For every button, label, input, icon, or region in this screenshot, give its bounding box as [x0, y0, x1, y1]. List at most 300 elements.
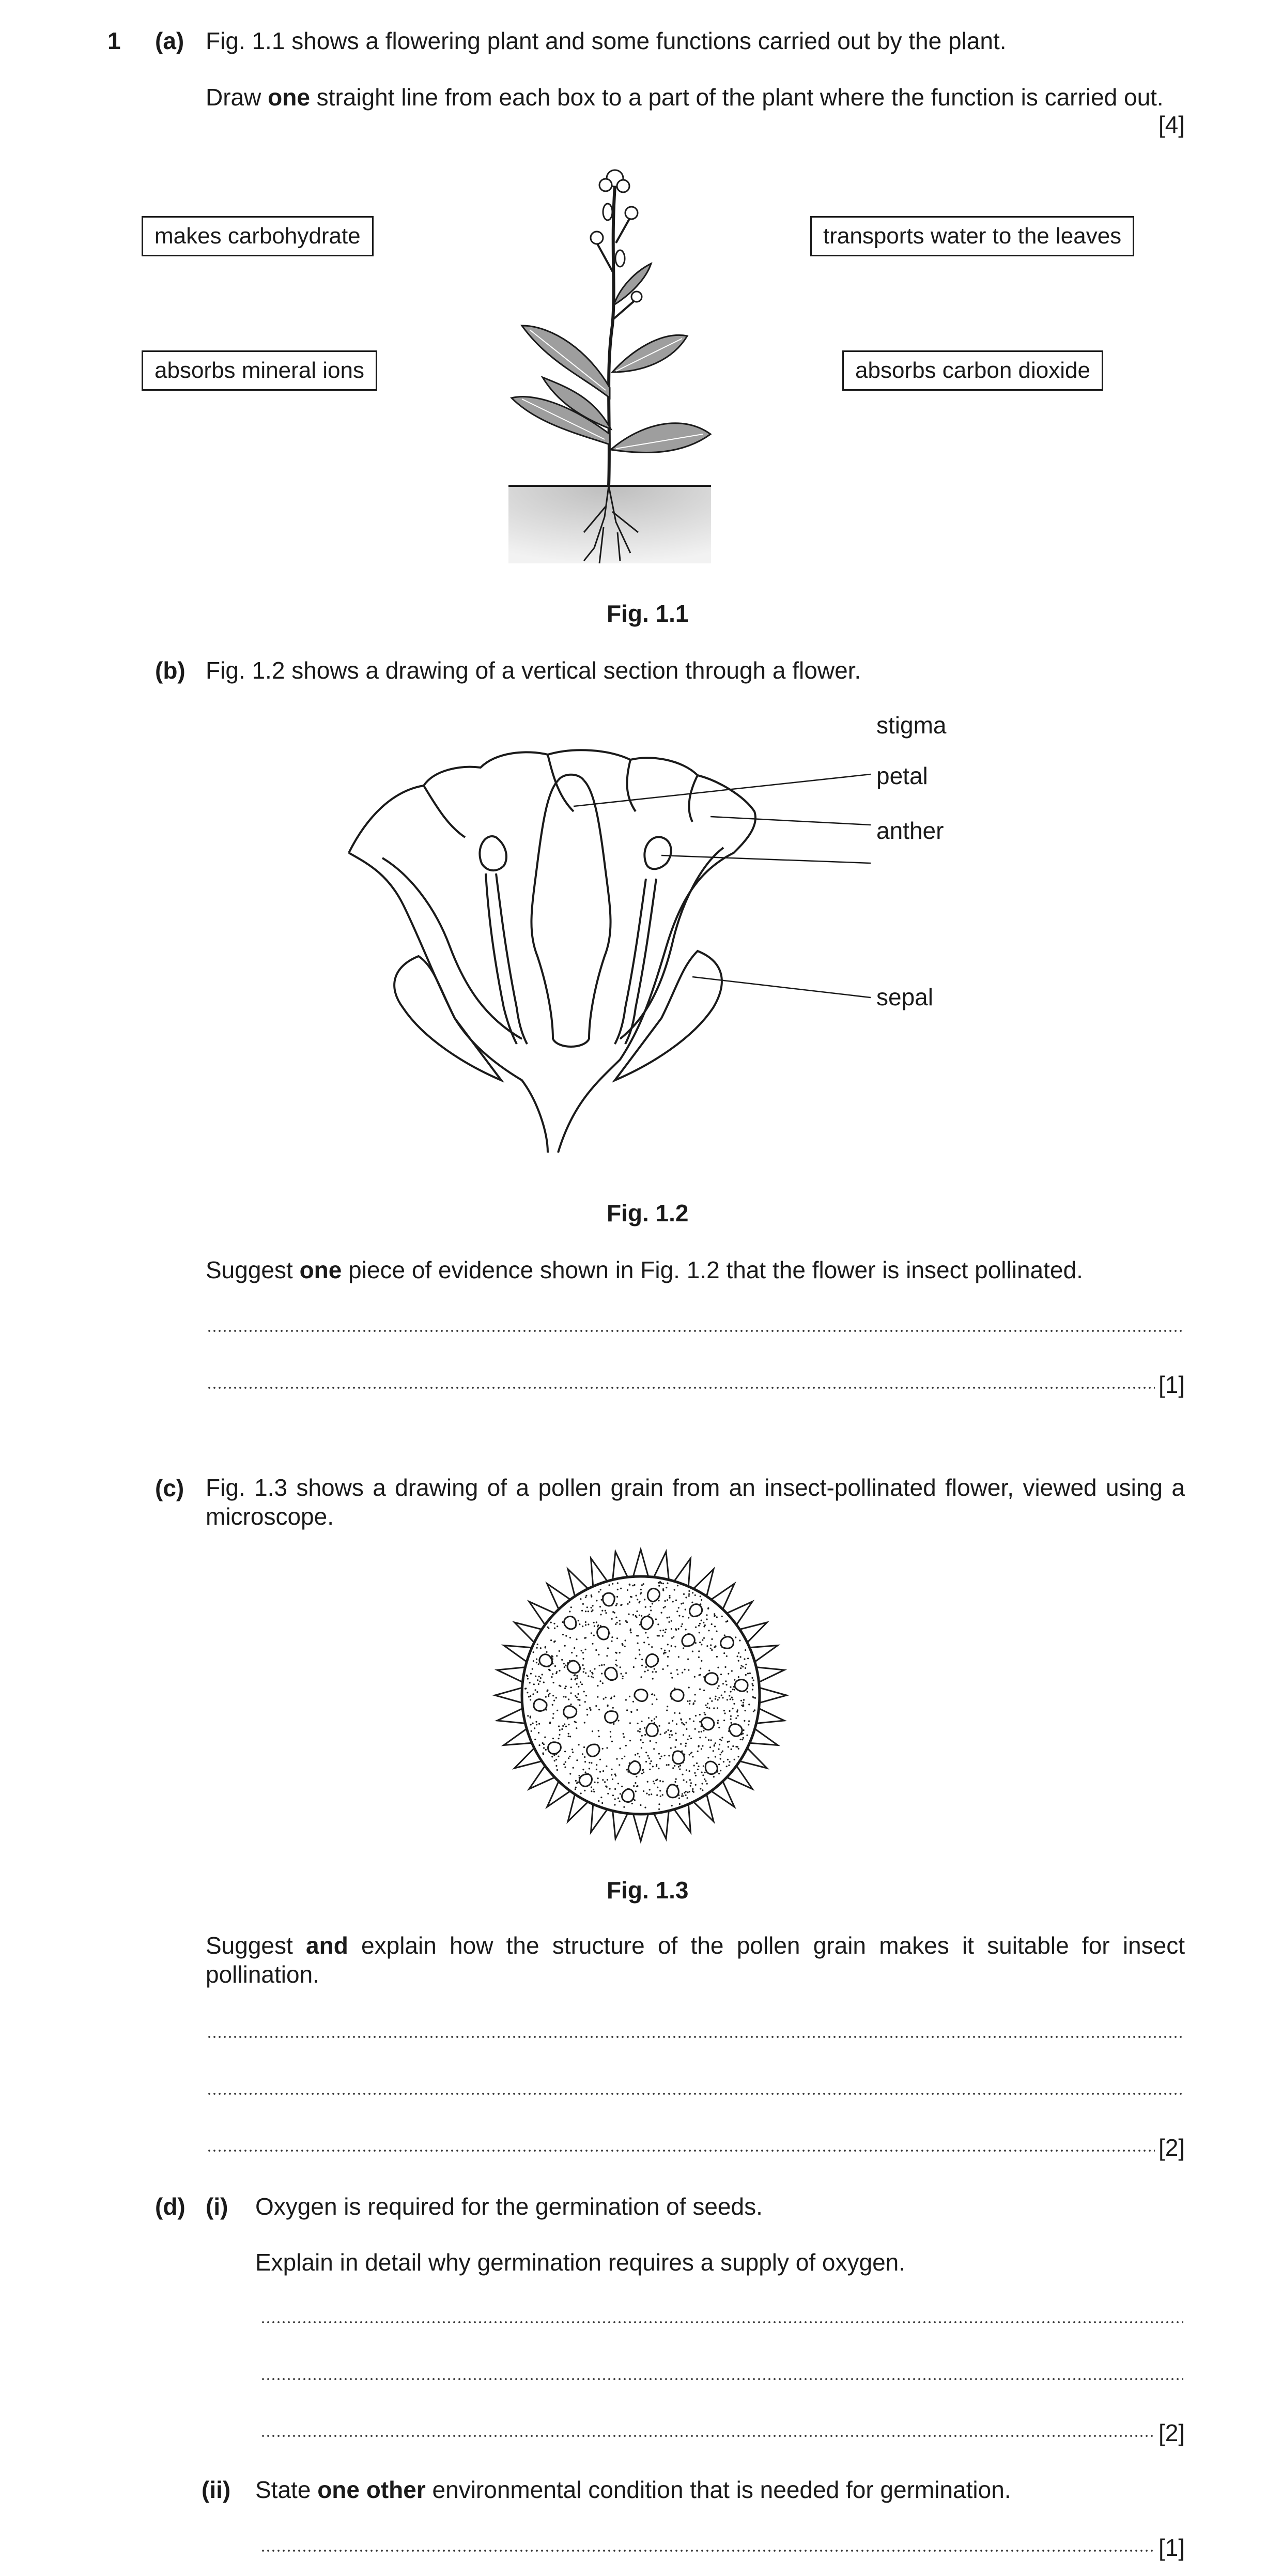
pollen-stipple — [695, 1775, 697, 1776]
pollen-stipple — [642, 1769, 644, 1771]
pollen-stipple — [601, 1610, 603, 1612]
pollen-stipple — [734, 1759, 735, 1760]
pollen-stipple — [585, 1771, 586, 1773]
pollen-stipple — [743, 1699, 745, 1700]
part-a-instruction: Draw one straight line from each box to a part of the plant where the function is carried out. — [206, 84, 1164, 111]
pollen-stipple — [728, 1741, 730, 1742]
function-box-makes-carbohydrate: makes carbohydrate — [142, 216, 374, 256]
pollen-stipple — [701, 1772, 703, 1773]
answer-line[interactable] — [260, 2376, 1183, 2382]
pollen-stipple — [713, 1707, 715, 1709]
function-box-absorbs-mineral-ions: absorbs mineral ions — [142, 350, 377, 391]
pollen-stipple — [568, 1733, 569, 1735]
pollen-stipple — [670, 1747, 672, 1749]
pollen-stipple — [651, 1760, 652, 1762]
pollen-stipple — [704, 1772, 706, 1773]
pollen-stipple — [555, 1759, 557, 1760]
pollen-stipple — [679, 1803, 681, 1805]
pollen-stipple — [686, 1769, 687, 1771]
pollen-stipple — [612, 1778, 613, 1780]
pollen-stipple — [570, 1686, 572, 1688]
pollen-stipple — [665, 1632, 666, 1633]
pollen-stipple — [533, 1651, 534, 1653]
pollen-stipple — [648, 1757, 650, 1759]
pollen-stipple — [545, 1646, 546, 1648]
pollen-stipple — [611, 1640, 612, 1642]
pollen-stipple — [692, 1788, 693, 1790]
pollen-stipple — [741, 1705, 743, 1706]
pollen-stipple — [751, 1683, 753, 1684]
pollen-stipple — [726, 1655, 728, 1657]
pollen-stipple — [743, 1737, 744, 1739]
pollen-stipple — [704, 1778, 705, 1780]
pollen-stipple — [706, 1618, 707, 1620]
pollen-stipple — [690, 1738, 692, 1739]
pollen-stipple — [659, 1790, 661, 1791]
pollen-stipple — [721, 1695, 722, 1696]
answer-line[interactable] — [207, 1328, 1183, 1333]
pollen-spike — [757, 1687, 786, 1704]
pollen-stipple — [557, 1710, 558, 1711]
pollen-stipple — [685, 1743, 687, 1744]
pollen-stipple — [732, 1699, 733, 1700]
part-c-prompt: Suggest and explain how the structure of the pollen grain makes it suitable for insect pollination. — [206, 1932, 1185, 1988]
pollen-stipple — [579, 1699, 580, 1701]
pollen-stipple — [695, 1715, 697, 1716]
pollen-stipple — [723, 1720, 725, 1721]
pollen-stipple — [619, 1623, 621, 1625]
pollen-stipple — [694, 1676, 696, 1678]
pollen-stipple — [585, 1595, 587, 1597]
pollen-stipple — [620, 1666, 621, 1668]
pollen-stipple — [650, 1609, 652, 1611]
pollen-stipple — [612, 1707, 614, 1709]
pollen-stipple — [527, 1692, 528, 1693]
pollen-stipple — [619, 1652, 621, 1653]
pollen-stipple — [700, 1788, 701, 1789]
pollen-stipple — [615, 1775, 616, 1776]
pollen-grain-illustration — [491, 1545, 791, 1845]
pollen-stipple — [692, 1756, 693, 1757]
pollen-stipple — [694, 1694, 696, 1695]
pollen-stipple — [599, 1606, 601, 1607]
pollen-stipple — [537, 1644, 538, 1645]
pollen-stipple — [595, 1649, 597, 1651]
pollen-stipple — [620, 1604, 622, 1606]
pollen-stipple — [663, 1607, 665, 1608]
pollen-stipple — [582, 1769, 584, 1770]
pollen-stipple — [533, 1660, 534, 1662]
pollen-stipple — [652, 1671, 654, 1673]
pollen-stipple — [689, 1779, 691, 1781]
pollen-stipple — [635, 1754, 636, 1756]
pollen-stipple — [606, 1747, 608, 1749]
pollen-stipple — [528, 1696, 530, 1697]
pollen-stipple — [726, 1766, 728, 1767]
pollen-stipple — [556, 1655, 558, 1657]
pollen-stipple — [695, 1784, 697, 1786]
pollen-stipple — [683, 1647, 684, 1649]
pollen-stipple — [609, 1584, 610, 1586]
pollen-stipple — [600, 1614, 601, 1615]
pollen-stipple — [667, 1706, 668, 1707]
pollen-stipple — [647, 1755, 649, 1756]
pollen-stipple — [621, 1673, 622, 1675]
pollen-stipple — [666, 1710, 668, 1711]
pollen-stipple — [582, 1753, 583, 1755]
pollen-stipple — [640, 1804, 641, 1806]
pollen-stipple — [703, 1637, 705, 1639]
pollen-stipple — [596, 1769, 597, 1770]
pollen-stipple — [747, 1691, 748, 1693]
pollen-stipple — [689, 1703, 690, 1705]
pollen-stipple — [682, 1672, 683, 1674]
pollen-stipple — [543, 1743, 545, 1745]
pollen-stipple — [701, 1731, 702, 1732]
pollen-stipple — [551, 1756, 553, 1757]
pollen-stipple — [565, 1685, 567, 1687]
pollen-stipple — [551, 1676, 552, 1678]
pollen-stipple — [739, 1639, 740, 1641]
pollen-stipple — [622, 1676, 624, 1677]
pollen-stipple — [542, 1674, 543, 1675]
pollen-stipple — [596, 1764, 597, 1766]
pollen-stipple — [694, 1728, 696, 1730]
pollen-stipple — [660, 1756, 662, 1757]
pollen-stipple — [623, 1733, 624, 1735]
pollen-stipple — [577, 1693, 579, 1695]
pollen-stipple — [538, 1732, 539, 1734]
pollen-stipple — [576, 1696, 578, 1698]
pollen-stipple — [753, 1711, 754, 1712]
pollen-stipple — [607, 1705, 609, 1706]
pollen-stipple — [602, 1748, 604, 1750]
pollen-stipple — [569, 1736, 571, 1737]
pollen-stipple — [546, 1651, 547, 1653]
part-d-ii-label: (ii) — [202, 2476, 231, 2503]
pollen-stipple — [547, 1627, 549, 1628]
answer-line[interactable] — [207, 1385, 1155, 1390]
pollen-stipple — [576, 1727, 577, 1729]
pollen-stipple — [584, 1790, 585, 1791]
pollen-stipple — [690, 1785, 691, 1787]
pollen-stipple — [626, 1709, 628, 1711]
pollen-stipple — [716, 1616, 718, 1618]
pollen-stipple — [569, 1773, 571, 1774]
pollen-stipple — [576, 1655, 577, 1657]
pollen-stipple — [630, 1632, 632, 1633]
pollen-stipple — [678, 1615, 680, 1617]
answer-line[interactable] — [207, 2034, 1183, 2040]
pollen-stipple — [535, 1676, 536, 1677]
pollen-stipple — [672, 1601, 674, 1602]
part-a-intro: Fig. 1.1 shows a flowering plant and some functions carried out by the plant. — [206, 27, 1007, 54]
pollen-stipple — [526, 1675, 528, 1676]
pollen-stipple — [727, 1699, 728, 1700]
pollen-stipple — [695, 1642, 697, 1644]
pollen-stipple — [585, 1611, 586, 1612]
pollen-stipple — [570, 1704, 572, 1705]
pollen-stipple — [540, 1647, 542, 1649]
pollen-stipple — [577, 1699, 579, 1700]
pollen-stipple — [682, 1774, 683, 1775]
pollen-stipple — [685, 1795, 687, 1796]
pollen-stipple — [582, 1626, 583, 1627]
pollen-stipple — [698, 1746, 699, 1747]
pollen-stipple — [572, 1752, 574, 1753]
pollen-stipple — [717, 1667, 719, 1668]
pollen-stipple — [746, 1735, 748, 1736]
pollen-stipple — [530, 1724, 532, 1725]
pollen-stipple — [601, 1673, 603, 1674]
pollen-stipple — [671, 1805, 673, 1806]
pollen-stipple — [682, 1623, 683, 1625]
answer-line[interactable] — [260, 2320, 1183, 2325]
pollen-stipple — [594, 1782, 595, 1783]
pollen-stipple — [532, 1668, 533, 1670]
answer-line[interactable] — [207, 2091, 1183, 2096]
pollen-stipple — [581, 1650, 582, 1651]
pollen-stipple — [584, 1756, 585, 1758]
pollen-stipple — [571, 1652, 573, 1653]
pollen-stipple — [705, 1705, 706, 1706]
pollen-stipple — [656, 1698, 657, 1700]
pollen-stipple — [705, 1780, 706, 1782]
pollen-stipple — [656, 1764, 657, 1766]
pollen-stipple — [662, 1583, 664, 1584]
pollen-stipple — [576, 1675, 578, 1677]
pollen-stipple — [648, 1644, 650, 1645]
pollen-stipple — [711, 1638, 713, 1640]
pollen-stipple — [699, 1632, 700, 1633]
pollen-stipple — [580, 1598, 581, 1600]
pollen-stipple — [625, 1699, 627, 1700]
pollen-stipple — [555, 1765, 557, 1767]
pollen-stipple — [599, 1771, 601, 1773]
pollen-stipple — [629, 1601, 630, 1603]
part-d-label: (d) — [155, 2193, 186, 2220]
pollen-stipple — [711, 1700, 713, 1702]
pollen-stipple — [662, 1781, 663, 1782]
pollen-stipple — [738, 1660, 739, 1662]
pollen-stipple — [665, 1600, 666, 1602]
pollen-stipple — [603, 1698, 605, 1700]
pollen-stipple — [723, 1710, 725, 1711]
pollen-stipple — [568, 1782, 569, 1784]
pollen-stipple — [689, 1791, 690, 1792]
part-c-intro: Fig. 1.3 shows a drawing of a pollen grain from an insect-pollinated flower, viewed using a microscope. — [206, 1474, 1185, 1530]
pollen-stipple — [737, 1746, 738, 1747]
pollen-stipple — [625, 1639, 626, 1641]
pollen-stipple — [701, 1644, 702, 1645]
pollen-stipple — [641, 1584, 643, 1586]
pollen-stipple — [699, 1689, 701, 1690]
pollen-stipple — [564, 1666, 565, 1668]
pollen-stipple — [681, 1626, 682, 1627]
pollen-stipple — [667, 1656, 669, 1658]
pollen-stipple — [543, 1681, 545, 1683]
pollen-stipple — [617, 1589, 619, 1590]
pollen-stipple — [723, 1652, 725, 1654]
pollen-stipple — [610, 1698, 612, 1699]
pollen-stipple — [565, 1635, 567, 1637]
pollen-stipple — [569, 1756, 570, 1757]
pollen-stipple — [699, 1714, 701, 1715]
pollen-stipple — [721, 1616, 723, 1617]
pollen-stipple — [564, 1688, 566, 1689]
pollen-stipple — [658, 1808, 660, 1810]
pollen-stipple — [564, 1767, 566, 1768]
pollen-stipple — [560, 1685, 561, 1687]
pollen-stipple — [717, 1699, 719, 1700]
pollen-stipple — [627, 1589, 628, 1591]
pollen-stipple — [636, 1709, 638, 1711]
pollen-stipple — [669, 1650, 670, 1652]
pollen-stipple — [731, 1722, 732, 1724]
pollen-stipple — [701, 1620, 702, 1621]
pollen-stipple — [704, 1624, 706, 1626]
pollen-stipple — [641, 1721, 642, 1722]
function-box-transports-water: transports water to the leaves — [810, 216, 1134, 256]
pollen-spike — [632, 1550, 649, 1579]
pollen-stipple — [599, 1665, 600, 1666]
pollen-stipple — [703, 1765, 704, 1767]
pollen-stipple — [596, 1600, 597, 1601]
pollen-stipple — [662, 1668, 664, 1670]
pollen-stipple — [718, 1697, 720, 1698]
pollen-stipple — [703, 1622, 704, 1623]
pollen-stipple — [630, 1711, 632, 1712]
pollen-stipple — [689, 1700, 691, 1701]
pollen-stipple — [604, 1781, 606, 1783]
pollen-stipple — [577, 1782, 579, 1783]
pollen-stipple — [658, 1585, 660, 1587]
pollen-stipple — [653, 1781, 654, 1782]
pollen-stipple — [575, 1780, 577, 1782]
part-b-marks: [1] — [1159, 1371, 1185, 1398]
pollen-stipple — [592, 1730, 593, 1732]
answer-line[interactable] — [260, 2433, 1155, 2439]
pollen-stipple — [684, 1724, 685, 1725]
pollen-stipple — [621, 1758, 623, 1759]
answer-line[interactable] — [260, 2548, 1155, 2553]
pollen-stipple — [527, 1678, 529, 1679]
pollen-stipple — [670, 1673, 672, 1674]
answer-line[interactable] — [207, 2148, 1155, 2153]
pollen-stipple — [683, 1593, 685, 1595]
pollen-stipple — [615, 1652, 616, 1653]
pollen-stipple — [655, 1618, 657, 1620]
pollen-stipple — [559, 1729, 561, 1731]
pollen-stipple — [610, 1736, 611, 1738]
pollen-stipple — [644, 1727, 645, 1729]
pollen-stipple — [702, 1783, 703, 1784]
pollen-stipple — [554, 1628, 555, 1629]
pollen-stipple — [643, 1790, 644, 1792]
pollen-stipple — [641, 1615, 642, 1617]
pollen-stipple — [616, 1603, 617, 1605]
pollen-stipple — [559, 1650, 560, 1652]
pollen-stipple — [753, 1697, 754, 1698]
pollen-stipple — [693, 1791, 694, 1793]
pollen-stipple — [657, 1623, 659, 1625]
pollen-stipple — [672, 1720, 673, 1722]
pollen-stipple — [536, 1647, 538, 1649]
pollen-stipple — [615, 1664, 616, 1665]
figure-caption-1-2: Fig. 1.2 — [607, 1200, 689, 1226]
part-d-i-statement: Oxygen is required for the germination of seeds. — [255, 2193, 763, 2220]
pollen-stipple — [592, 1605, 594, 1606]
pollen-stipple — [682, 1795, 684, 1797]
pollen-stipple — [719, 1739, 721, 1740]
flower-label-anther: anther — [876, 817, 944, 844]
pollen-stipple — [744, 1658, 745, 1660]
pollen-stipple — [605, 1610, 606, 1612]
pollen-stipple — [745, 1710, 746, 1711]
pollen-stipple — [742, 1666, 744, 1667]
pollen-stipple — [546, 1690, 548, 1692]
pollen-stipple — [738, 1676, 739, 1678]
pollen-stipple — [568, 1698, 569, 1700]
pollen-stipple — [578, 1686, 579, 1688]
pollen-stipple — [637, 1753, 639, 1754]
pollen-stipple — [714, 1613, 715, 1615]
pollen-stipple — [625, 1620, 627, 1622]
pollen-stipple — [651, 1720, 653, 1722]
pollen-stipple — [682, 1616, 684, 1617]
part-c-marks: [2] — [1159, 2134, 1185, 2161]
pollen-stipple — [553, 1641, 555, 1643]
pollen-stipple — [735, 1718, 737, 1719]
pollen-stipple — [644, 1671, 646, 1673]
pollen-stipple — [674, 1781, 676, 1783]
pollen-stipple — [598, 1736, 600, 1737]
pollen-stipple — [583, 1746, 585, 1748]
pollen-stipple — [596, 1621, 597, 1623]
pollen-stipple — [549, 1723, 551, 1724]
pollen-stipple — [698, 1650, 700, 1652]
pollen-stipple — [688, 1590, 690, 1592]
pollen-stipple — [704, 1712, 705, 1713]
pollen-stipple — [620, 1588, 622, 1589]
pollen-stipple — [742, 1739, 743, 1740]
pollen-stipple — [601, 1664, 603, 1666]
pollen-stipple — [569, 1611, 570, 1612]
pollen-stipple — [581, 1610, 583, 1612]
pollen-stipple — [589, 1707, 591, 1709]
pollen-stipple — [527, 1715, 529, 1716]
pollen-stipple — [597, 1777, 599, 1779]
pollen-stipple — [575, 1722, 577, 1723]
pollen-stipple — [671, 1620, 672, 1622]
pollen-stipple — [678, 1766, 679, 1768]
pollen-stipple — [738, 1756, 739, 1757]
pollen-stipple — [708, 1739, 709, 1741]
pollen-stipple — [592, 1677, 594, 1678]
pollen-stipple — [563, 1696, 564, 1697]
pollen-stipple — [732, 1689, 734, 1690]
pollen-stipple — [659, 1780, 661, 1782]
pollen-stipple — [685, 1791, 687, 1792]
pollen-stipple — [687, 1791, 688, 1793]
flowering-plant-illustration — [465, 155, 754, 569]
pollen-stipple — [724, 1712, 725, 1714]
pollen-stipple — [575, 1679, 576, 1680]
pollen-stipple — [754, 1697, 756, 1699]
pollen-stipple — [718, 1727, 720, 1728]
pollen-stipple — [618, 1720, 620, 1721]
pollen-stipple — [629, 1584, 630, 1586]
